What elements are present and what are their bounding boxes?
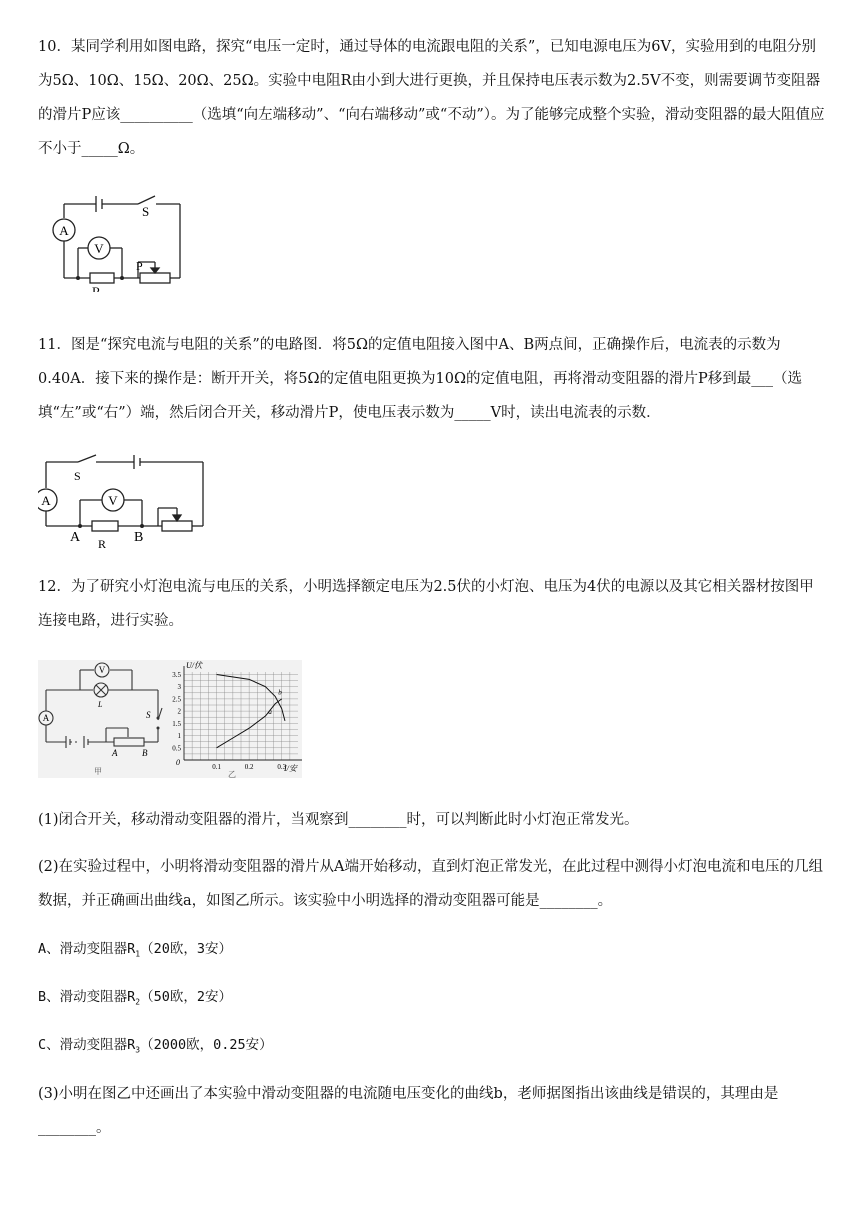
- x-tick-label: 0.2: [244, 763, 254, 771]
- q11-circuit-svg: [38, 450, 208, 550]
- chart-y-axis-label: U/伏: [186, 661, 202, 670]
- option-a-sub: 1: [135, 949, 141, 959]
- question-12-sub-1: (1)闭合开关，移动滑动变阻器的滑片，当观察到________时，可以判断此时小灯泡正常发光。: [38, 812, 639, 828]
- q10-circuit-svg: [40, 186, 200, 292]
- switch-label: S: [74, 469, 81, 483]
- option-c-label: C、滑动变阻器R: [38, 1037, 136, 1053]
- ammeter-label: A: [41, 493, 51, 508]
- slider-label: P: [136, 259, 143, 273]
- option-b-sub: 2: [135, 997, 141, 1007]
- q11-circuit-diagram: [38, 450, 208, 554]
- chart-grid: [184, 672, 298, 760]
- voltmeter-label: V: [94, 241, 104, 256]
- q12-circuit-svg: [38, 660, 168, 778]
- option-a-spec: （20欧，3安）: [140, 941, 232, 957]
- lamp-label: L: [98, 700, 103, 709]
- question-12-text: 12．为了研究小灯泡电流与电压的关系，小明选择额定电压为2.5伏的小灯泡、电压为4伏的电源以及其它相关器材按图甲连接电路，进行实验。: [38, 579, 814, 629]
- option-c-spec: （2000欧，0.25安）: [140, 1037, 273, 1053]
- chart-x-axis-label: I/安: [284, 764, 297, 773]
- end-a-label: A: [112, 748, 118, 758]
- chart-origin-label: 0: [176, 758, 180, 767]
- y-tick-label: 0.5: [172, 744, 181, 753]
- option-b-spec: （50欧，2安）: [140, 989, 232, 1005]
- y-tick-label: 3.5: [172, 670, 181, 679]
- q10-circuit-diagram: [40, 186, 200, 296]
- y-tick-label: 1: [177, 732, 181, 741]
- series-label-b: b: [278, 688, 282, 697]
- resistor-label: R: [98, 537, 107, 550]
- switch-label: S: [142, 204, 150, 219]
- chart-axes: [172, 666, 302, 771]
- series-label-a: a: [268, 708, 272, 716]
- question-12-sub-3: (3)小明在图乙中还画出了本实验中滑动变阻器的电流随电压变化的曲线b，老师据图指出该曲线是错误的，其理由是________。: [38, 1086, 779, 1136]
- x-tick-label: 0.1: [212, 763, 221, 771]
- option-b-label: B、滑动变阻器R: [38, 989, 136, 1005]
- y-tick-label: 3: [177, 683, 181, 692]
- point-b-label: B: [134, 530, 144, 545]
- q12-figure-panel: [38, 660, 302, 778]
- ammeter-label: A: [42, 713, 50, 723]
- question-12-sub-2: (2)在实验过程中，小明将滑动变阻器的滑片从A端开始移动，直到灯泡正常发光，在此过程中测得小灯泡电流和电压的几组数据，并正确画出曲线a，如图乙所示。该实验中小明选择的滑动变阻器可能是________。: [38, 859, 824, 909]
- option-c-sub: 3: [135, 1045, 141, 1055]
- y-tick-label: 2: [177, 707, 181, 716]
- option-a-label: A、滑动变阻器R: [38, 941, 136, 957]
- y-tick-label: 1.5: [172, 719, 181, 728]
- voltmeter-label: V: [108, 493, 118, 508]
- resistor-label: R: [92, 284, 101, 292]
- point-a-label: A: [70, 530, 81, 545]
- series-line-b: [217, 674, 285, 720]
- ammeter-label: A: [59, 223, 69, 238]
- x-tick-label: 0.3: [277, 763, 287, 771]
- figure-yi-caption: 乙: [228, 770, 236, 778]
- q12-chart-svg: [168, 660, 308, 778]
- option-a: [38, 932, 828, 972]
- option-c: [38, 1028, 828, 1068]
- y-tick-label: 2.5: [172, 695, 181, 704]
- question-10-text: 10．某同学利用如图电路，探究“电压一定时，通过导体的电流跟电阻的关系”，已知电源电压为6V，实验用到的电阻分别为5Ω、10Ω、15Ω、20Ω、25Ω。实验中电阻R由小到大进行更换，并且保持电压表示数为2.5V不变，则需要调节变阻器的滑片P应该__________（选填“向左端移动”、“向右端移动”或“不动”）。为了能够完成整个实验，滑动变阻器的最大阻值应不小于_____Ω。: [38, 39, 825, 157]
- option-b: [38, 980, 828, 1020]
- end-b-label: B: [142, 748, 148, 758]
- question-11-text: 11．图是“探究电流与电阻的关系”的电路图．将5Ω的定值电阻接入图中A、B两点间，正确操作后，电流表的示数为0.40A．接下来的操作是：断开开关，将5Ω的定值电阻更换为10Ω的定值电阻，再将滑动变阻器的滑片P移到最___（选填“左”或“右”）端，然后闭合开关，移动滑片P，使电压表示数为_____V时，读出电流表的示数．: [38, 337, 802, 421]
- figure-jia-caption: 甲: [94, 767, 102, 776]
- switch-label: S: [146, 710, 151, 720]
- voltmeter-label: V: [98, 665, 106, 675]
